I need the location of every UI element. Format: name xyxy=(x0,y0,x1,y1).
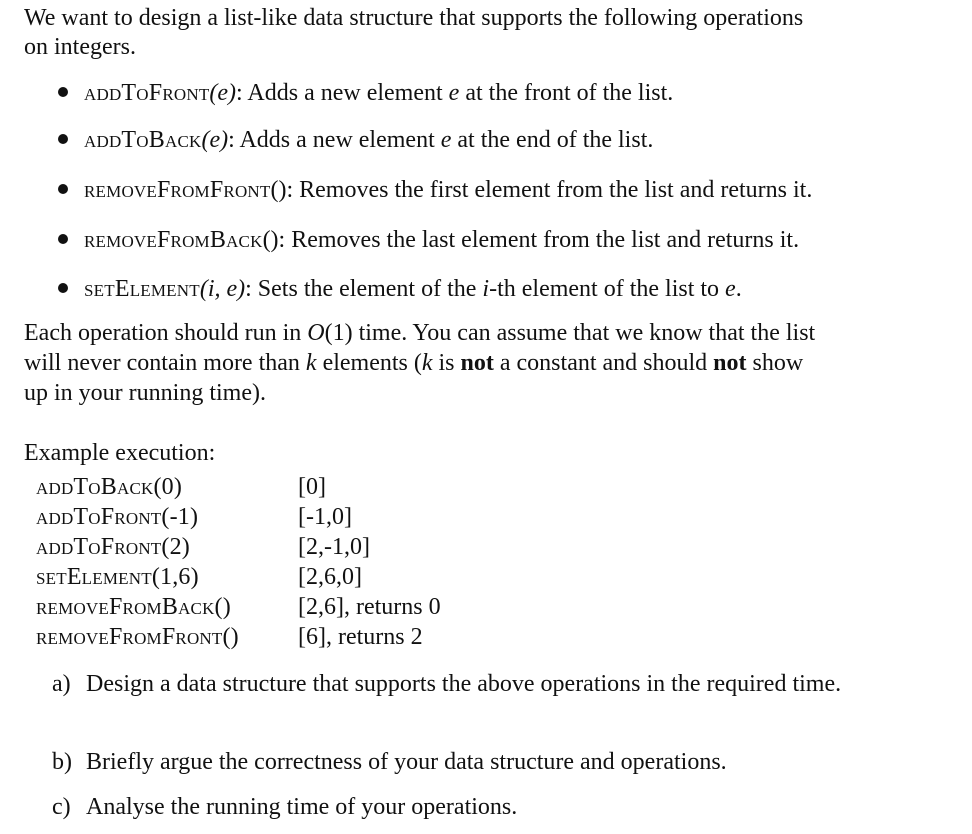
operation-desc: : Adds a new element xyxy=(228,127,441,153)
intro-line-2: on integers. xyxy=(24,34,136,60)
example-op: addToBack(0) xyxy=(36,474,183,500)
operation-item: addToBack(e): Adds a new element e at the end of the list. xyxy=(58,125,653,155)
example-row xyxy=(36,622,441,652)
example-op: setElement(1,6) xyxy=(36,564,199,590)
operation-args: (e) xyxy=(209,80,237,106)
bullet-icon xyxy=(58,87,68,97)
operation-desc: : Adds a new element xyxy=(236,80,449,106)
operation-item xyxy=(58,175,812,205)
example-table xyxy=(36,472,441,652)
bullet-icon xyxy=(58,234,68,244)
operation-item: addToFront(e): Adds a new element e at the front of the list. xyxy=(58,78,673,108)
operation-args: (i, e) xyxy=(199,276,246,302)
operation-item: setElement(i, e): Sets the element of the i-th element of the list to e. xyxy=(58,274,742,304)
operation-name: addToFront xyxy=(84,80,210,106)
example-result: [0] xyxy=(298,474,326,500)
task-item xyxy=(52,670,948,699)
task-text: Design a data structure that supports the above operations in the required time. xyxy=(86,671,842,697)
example-result: [2,-1,0] xyxy=(298,534,370,560)
task-label: b) xyxy=(52,749,72,775)
example-row xyxy=(36,502,441,532)
example-result: [-1,0] xyxy=(298,504,352,530)
operation-desc: : Removes the first element from the list and returns it. xyxy=(286,177,813,203)
bullet-icon xyxy=(58,184,68,194)
operation-desc: : Removes the last element from the list and returns it. xyxy=(278,227,800,253)
operation-name: addToBack xyxy=(84,127,202,153)
constraints-line-2: will never contain more than k elements (k is not a constant and should not show xyxy=(24,350,804,376)
operation-args: () xyxy=(270,177,287,203)
constraints-line-3: up in your running time). xyxy=(24,380,266,406)
example-result: [2,6], returns 0 xyxy=(298,594,441,620)
example-row xyxy=(36,472,441,502)
operation-args: (e) xyxy=(201,127,229,153)
task-label: a) xyxy=(52,671,71,697)
example-op: removeFromBack() xyxy=(36,594,231,620)
bullet-icon xyxy=(58,283,68,293)
example-op: removeFromFront() xyxy=(36,624,239,650)
constraints-line-1: Each operation should run in O(1) time. You can assume that we know that the list xyxy=(24,320,816,346)
example-op: addToFront(2) xyxy=(36,534,190,560)
task-text: Analyse the running time of your operations. xyxy=(86,794,518,820)
operation-item xyxy=(58,225,799,255)
bullet-icon xyxy=(58,134,68,144)
task-label: c) xyxy=(52,794,71,820)
operation-name: removeFromFront xyxy=(84,177,271,203)
example-title: Example execution: xyxy=(24,440,216,466)
operation-desc: : Sets the element of the xyxy=(245,276,483,302)
operation-args: () xyxy=(262,227,279,253)
task-item xyxy=(52,748,948,777)
task-text: Briefly argue the correctness of your data structure and operations. xyxy=(86,749,727,775)
example-op: addToFront(-1) xyxy=(36,504,199,530)
example-row xyxy=(36,592,441,622)
intro-paragraph xyxy=(24,4,948,62)
example-row xyxy=(36,532,441,562)
intro-line-1: We want to design a list-like data structure that supports the following operations xyxy=(24,5,804,31)
task-item xyxy=(52,793,948,822)
example-result: [2,6,0] xyxy=(298,564,362,590)
example-result: [6], returns 2 xyxy=(298,624,423,650)
operation-name: removeFromBack xyxy=(84,227,263,253)
operation-name: setElement xyxy=(84,276,200,302)
constraints-paragraph xyxy=(24,318,948,408)
example-row xyxy=(36,562,441,592)
